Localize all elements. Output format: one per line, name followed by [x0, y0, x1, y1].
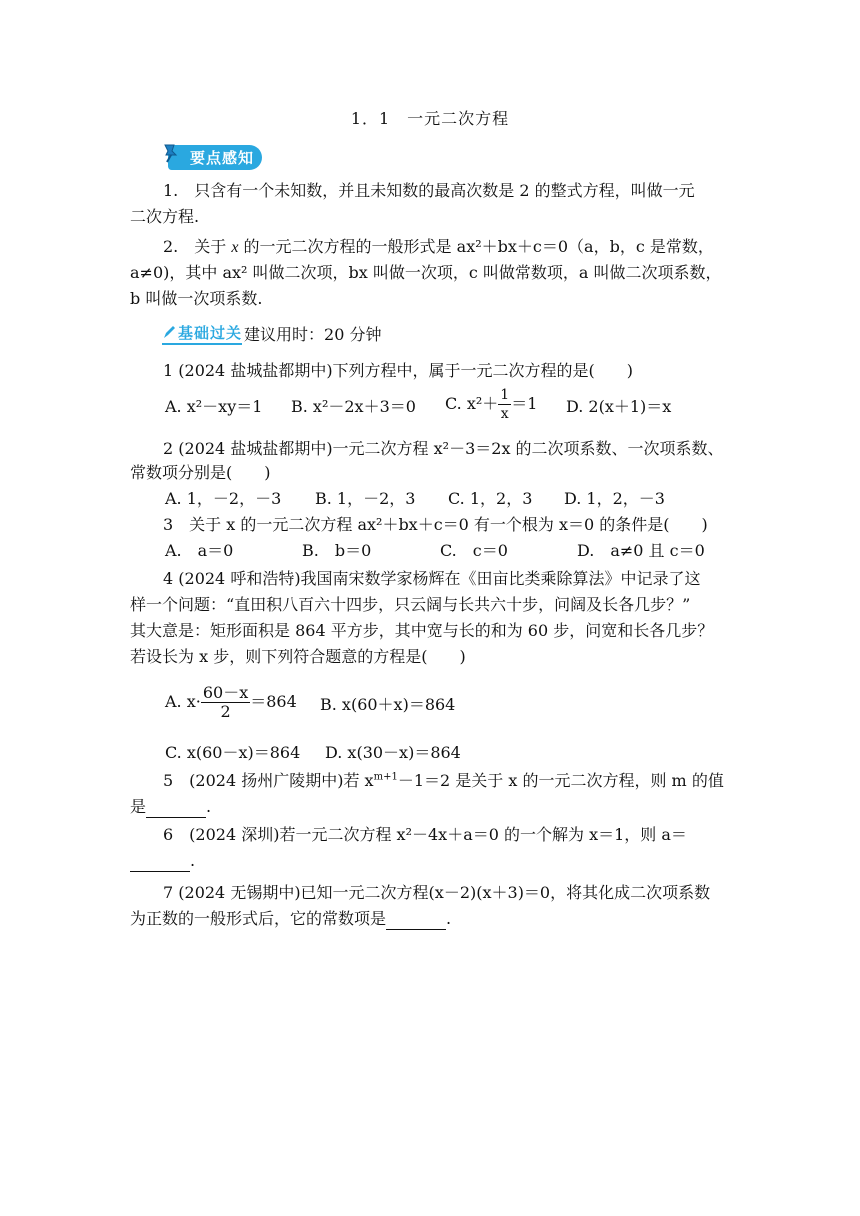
- q3-options: [165, 540, 725, 562]
- q3-option-c: C. c＝0: [440, 541, 508, 560]
- q6-stem-line-1: 6 (2024 深圳)若一元二次方程 x²－4x＋a＝0 的一个解为 x＝1，则 a＝: [163, 825, 687, 844]
- q3-stem: 3 关于 x 的一元二次方程 ax²＋bx＋c＝0 有一个根为 x＝0 的条件是( ): [163, 515, 708, 534]
- point-1-line-2: 二次方程.: [130, 207, 200, 226]
- section-basic-label: [162, 322, 242, 345]
- q4-options-row-1: [165, 684, 725, 728]
- q4-option-c: C. x(60－x)＝864: [165, 743, 301, 762]
- q2-stem-line-1: 2 (2024 盐城盐都期中)一元二次方程 x²－3＝2x 的二次项系数、一次项系数、: [163, 439, 724, 458]
- pencil-icon: [162, 324, 176, 340]
- q1-option-c-pre: C. x²＋: [445, 394, 499, 413]
- point-2-line-1: [163, 236, 763, 259]
- q4-option-b: B. x(60＋x)＝864: [320, 695, 456, 714]
- point-2-equation: ax²＋bx＋c＝0（a，b，c 是常数，: [456, 237, 714, 256]
- point-2-line-3: b 叫做一次项系数.: [130, 289, 263, 308]
- q7-stem-b: 为正数的一般形式后，它的常数项是: [130, 909, 387, 928]
- fraction-numerator: 60－x: [202, 683, 249, 702]
- q4-options-row-2: [165, 742, 725, 764]
- q3-option-a: A. a＝0: [165, 541, 234, 560]
- section-key-points-label: 要点感知: [168, 145, 262, 170]
- q5-period: .: [206, 797, 212, 816]
- q6-stem-line-2: [130, 850, 730, 872]
- q1-option-a: A. x²－xy＝1: [165, 397, 263, 416]
- section-basic-text: 基础过关: [178, 323, 243, 342]
- q4-stem-line-2: 样一个问题：“直田积八百六十四步，只云阔与长共六十步，问阔及长各几步？”: [130, 595, 691, 614]
- fraction-denominator: x: [500, 406, 509, 422]
- q4-option-a-pre: A. x·: [165, 692, 201, 711]
- q4-stem-line-4: 若设长为 x 步，则下列符合题意的方程是( ): [130, 647, 466, 666]
- section-key-points-badge: [162, 146, 262, 168]
- point-2-var-x: x: [231, 239, 239, 256]
- q7-stem-line-2: [130, 908, 730, 930]
- point-2-text-b: 的一元二次方程的一般形式是: [238, 237, 457, 256]
- q2-option-d: D. 1，2，－3: [564, 489, 665, 508]
- q6-answer-blank[interactable]: [130, 855, 190, 872]
- q4-stem-line-1: 4 (2024 呼和浩特)我国南宋数学家杨辉在《田亩比类乘除算法》中记录了这: [163, 569, 701, 588]
- point-1-line-1: 1. 只含有一个未知数，并且未知数的最高次数是 2 的整式方程，叫做一元: [163, 181, 695, 200]
- q4-option-a-fraction: [201, 684, 250, 721]
- q7-answer-blank[interactable]: [386, 913, 446, 930]
- page-title: 1．1 一元二次方程: [350, 109, 510, 128]
- q7-stem-line-1: 7 (2024 无锡期中)已知一元二次方程(x－2)(x＋3)＝0，将其化成二次项系数: [163, 883, 711, 902]
- fraction-numerator: 1: [500, 387, 510, 403]
- q6-period: .: [190, 851, 196, 870]
- q7-period: .: [446, 909, 452, 928]
- q2-option-a: A. 1，－2，－3: [165, 489, 282, 508]
- point-2-line-2: a≠0)，其中 ax² 叫做二次项，bx 叫做一次项，c 叫做常数项，a 叫做二次项系数，: [130, 263, 722, 282]
- q4-option-a-post: ＝864: [250, 692, 297, 711]
- q1-option-b: B. x²－2x＋3＝0: [291, 397, 416, 416]
- q2-options: [165, 488, 725, 510]
- q4-option-a: [165, 684, 297, 721]
- q1-options: [165, 387, 725, 426]
- suggested-time: 建议用时：20 分钟: [244, 324, 382, 344]
- q4-stem-line-3: 其大意是：矩形面积是 864 平方步，其中宽与长的和为 60 步，问宽和长各几步？: [130, 621, 714, 640]
- q2-option-b: B. 1，－2，3: [315, 489, 416, 508]
- section-basic-badge: [162, 322, 381, 344]
- q5-stem-b: 是: [130, 797, 147, 816]
- q2-option-c: C. 1，2，3: [448, 489, 533, 508]
- point-2-text-a: 2. 关于: [163, 237, 232, 256]
- q5-stem-pre: 5 (2024 扬州广陵期中)若 x: [163, 771, 374, 790]
- fraction-denominator: 2: [220, 702, 231, 721]
- pin-icon: [162, 143, 180, 163]
- q1-stem: 1 (2024 盐城盐都期中)下列方程中，属于一元二次方程的是( ): [163, 361, 634, 380]
- q5-stem-line-2: [130, 796, 730, 818]
- q1-option-d: D. 2(x＋1)＝x: [566, 397, 672, 416]
- q5-stem-line-1: [163, 770, 763, 792]
- q3-option-b: B. b＝0: [302, 541, 372, 560]
- q5-exponent: m+1: [373, 771, 398, 783]
- q5-stem-post: －1＝2 是关于 x 的一元二次方程，则 m 的值: [397, 771, 724, 790]
- q2-stem-line-2: 常数项分别是( ): [130, 463, 271, 482]
- q1-option-c: [445, 386, 537, 423]
- q4-option-d: D. x(30－x)＝864: [325, 743, 461, 762]
- q1-option-c-fraction: [498, 386, 511, 423]
- q3-option-d: D. a≠0 且 c＝0: [577, 541, 705, 560]
- q5-answer-blank[interactable]: [146, 801, 206, 818]
- q1-option-c-post: ＝1: [511, 394, 538, 413]
